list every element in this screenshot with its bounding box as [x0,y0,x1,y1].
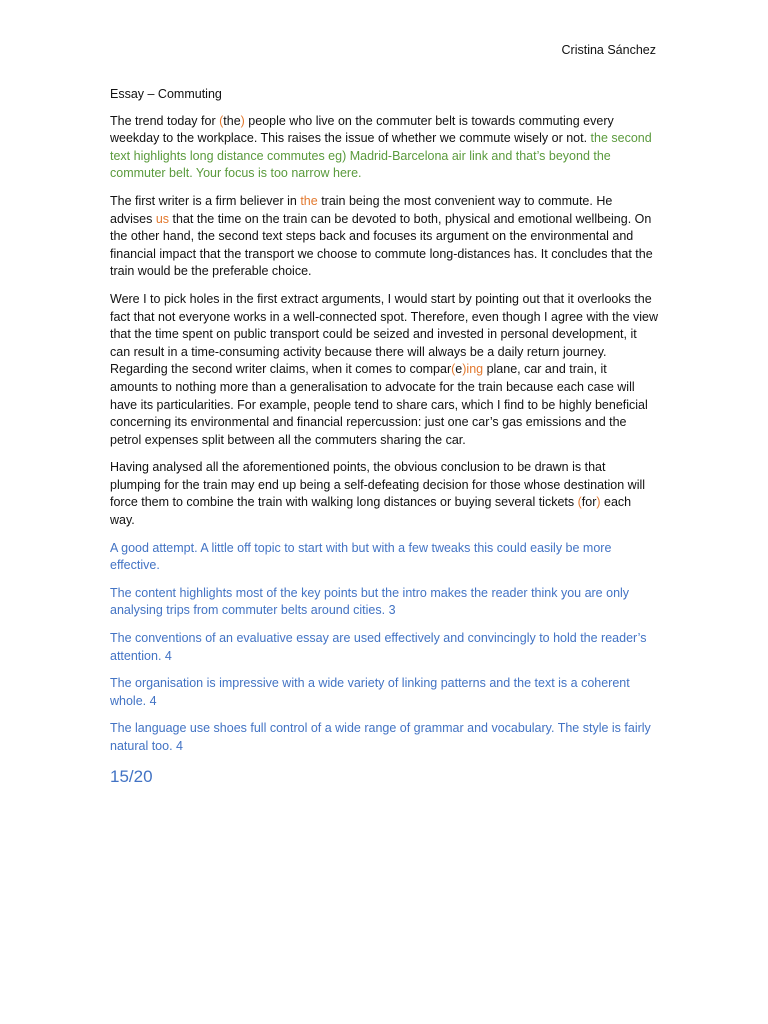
text-run: people who live on the commuter belt is towards commuting every weekday to the workplace. This raises the issue of whether we commute wisely or not. [110,113,614,146]
paragraph-intro [110,113,658,183]
text-run: each way. [110,495,632,528]
feedback-overall: A good attempt. A little off topic to start with but with a few tweaks this could easily be more effective. [110,540,612,573]
author-name: Cristina Sánchez [561,43,656,57]
correction-mark: ( [451,362,456,377]
total-score: 15/20 [110,766,153,786]
correction-mark: us [155,211,170,226]
teacher-comment: the second text highlights long distance commutes eg) Madrid-Barcelona air link and that’s beyond the commuter belt. Your focus is too narrow here. [110,131,652,181]
text-run: Were I to pick holes in the first extract arguments, I would start by pointing out that it overlooks the fact that not everyone works in a well-connected spot. Therefore, even though I agree with the view that the time spent on public transport could be seized and invested in personal development, it can result in a time-consuming activity because there will always be a daily return journey. Regarding the second writer claims, when it comes to compar [110,291,658,377]
text-run: The first writer is a firm believer in [110,193,301,208]
correction-mark: ) [240,113,245,128]
text-run: the [223,113,241,128]
feedback-conventions: The conventions of an evaluative essay are used effectively and convincingly to hold the reader’s attention. 4 [110,631,647,663]
paragraph-summary [110,193,658,281]
feedback-organisation: The organisation is impressive with a wide variety of linking patterns and the text is a coherent whole. 4 [110,676,630,708]
text-run: that the time on the train can be devoted to both, physical and emotional wellbeing. On the other hand, the second text steps back and focuses its argument on the environmental and financial impact that the transport we choose to commute long-distances has. It concludes that the train would be the preferable choice. [110,211,653,279]
paragraph-evaluation [110,291,658,449]
paragraph-conclusion [110,459,658,529]
correction-mark: ( [577,495,582,510]
text-run: plane, car and train, it amounts to nothing more than a generalisation to advocate for the train because each case will have its particularities. For example, people tend to share cars, which I find to be highly beneficial concerning its environmental and financial repercussion: just one car’s gas emissions and the petrol expenses split between all the commuters sharing the car. [110,362,648,447]
correction-mark: )ing [462,362,484,377]
text-run: for [581,495,597,510]
document-body [110,86,658,788]
correction-mark: the [300,193,318,208]
feedback-content: The content highlights most of the key points but the intro makes the reader think you are only analysing trips from commuter belts around cities. 3 [110,585,630,618]
essay-title: Essay – Commuting [110,87,222,101]
text-run: Having analysed all the aforementioned points, the obvious conclusion to be drawn is that plumping for the train may end up being a self-defeating decision for those whose destination will force them to combine the train with walking long distances or buying several tickets [110,460,646,510]
text-run: e [455,362,463,377]
correction-mark: ( [219,113,224,128]
text-run: train being the most convenient way to commute. He advises [110,193,613,226]
feedback-language: The language use shoes full control of a wide range of grammar and vocabulary. The style is fairly natural too. 4 [110,721,651,753]
correction-mark: ) [596,495,601,510]
text-run: The trend today for [110,113,220,128]
